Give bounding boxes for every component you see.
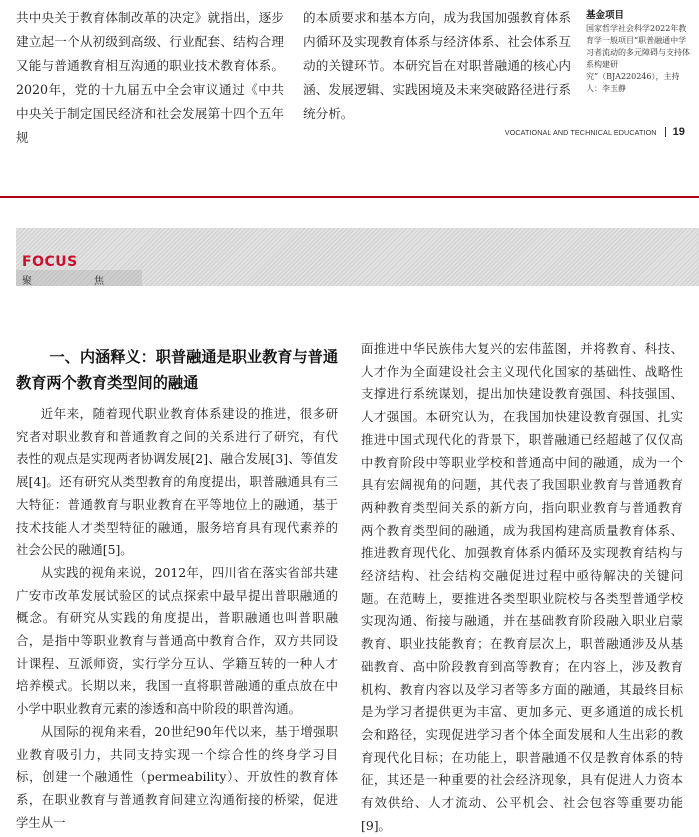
column-label-cn-left: 聚: [22, 276, 32, 287]
column-label-cn-right: 焦: [94, 276, 104, 287]
fund-note: [586, 10, 692, 95]
journal-name: VOCATIONAL AND TECHNICAL EDUCATION: [504, 127, 657, 137]
column-label-en: FOCUS: [22, 254, 78, 270]
body-column-right: [361, 338, 683, 837]
banner-label-strip: [16, 270, 142, 286]
fund-note-title: 基金项目: [586, 10, 625, 21]
top-column-middle: 的本质要求和基本方向，成为我国加强教育体系内循环及实现教育体系与经济体系、社会体系互动的关键环节。本研究旨在对职普融通的核心内涵、发展逻辑、实践困境及未来突破路径进行系统分析。: [303, 10, 571, 121]
page-number: 19: [672, 126, 685, 138]
top-column-left: 共中央关于教育体制改革的决定》就指出，逐步建立起一个从初级到高级、行业配套、结构合理又能与普通教育相互沟通的职业技术教育体系。2020年，党的十九届五中全会审议通过《中共中央关于制定国民经济和社会发展第十四个五年规: [16, 10, 284, 145]
red-divider-rule: [0, 196, 699, 198]
paragraph: 面推进中华民族伟大复兴的宏伟蓝图，并将教育、科技、人才作为全面建设社会主义现代化国家的基础性、战略性支撑进行系统谋划，提出加快建设教育强国、科技强国、人才强国。本研究认为，在我国加快建设教育强国、扎实推进中国式现代化的背景下，职普融通已经超越了仅仅高中教育阶段中等职业学校和普通高中间的融通，成为一个具有宏阔视角的问题，其代表了我国职业教育与普通教育两种教育类型间关系的新方向，指向职业教育与普通教育两个教育类型间的融通，成为我国构建高质量教育体系、推进教育现代化、加强教育体系内循环及实现教育结构与经济结构、社会结构交融促进过程中亟待解决的关键问题。在范畴上，要推进各类型职业院校与各类型普通学校实现沟通、衔接与融通，并在基础教育阶段融入职业启蒙教育、职业技能教育；在教育层次上，职普融通涉及从基础教育、高中阶段教育到高等教育；在内容上，涉及教育机构、教育内容以及学习者等多方面的融通，其最终目标是为学习者提供更为丰富、更加多元、更多通道的成长机会和路径，实现促进学习者个体全面发展和人生出彩的教育现代化目标；在功能上，职普融通不仅是教育体系的特征，其还是一种重要的社会经济现象，具有促进人力资本有效供给、人才流动、公平机会、社会包容等重要功能[9]。: [361, 341, 683, 833]
paragraph: 从国际的视角来看，20世纪90年代以来，基于增强职业教育吸引力，共同支持实现一个综合性的终身学习目标，创建一个融通性（permeability）、开放性的教育体系，在职业教育与普通教育间建立沟通衔接的桥梁，促进学生从一: [16, 723, 338, 830]
body-column-left: [16, 403, 338, 834]
running-header: [505, 126, 685, 138]
fund-note-text: 国家哲学社会科学2022年教育学一般项目“职普融通中学习者流动的多元障碍与支持体系构建研究”（BJA220246），主持人：李玉静: [586, 24, 690, 93]
section-heading: 一、内涵释义：职普融通是职业教育与普通教育两个教育类型间的融通: [16, 348, 338, 392]
header-divider: [665, 127, 666, 137]
paragraph: 从实践的视角来说，2012年，四川省在落实省部共建广安市改革发展试验区的试点探索中最早提出普职融通的概念。有研究从实践的角度提出，普职融通也叫普职融合，是指中等职业教育与普通高中教育合作，双方共同设计课程、互派师资，实行学分互认、学籍互转的一种人才培养模式。长期以来，我国一直将职普融通的重点放在中小学中职业教育元素的渗透和高中阶段的职普沟通。: [16, 564, 338, 717]
paragraph: 近年来，随着现代职业教育体系建设的推进，很多研究者对职业教育和普通教育之间的关系进行了研究，有代表性的观点是实现两者协调发展[2]、融合发展[3]、等值发展[4]。还有研究从类型教育的角度提出，职普融通具有三大特征：普通教育与职业教育在平等地位上的融通，基于技术技能人才类型特征的融通，服务培育具有现代素养的社会公民的融通[5]。: [16, 406, 338, 558]
